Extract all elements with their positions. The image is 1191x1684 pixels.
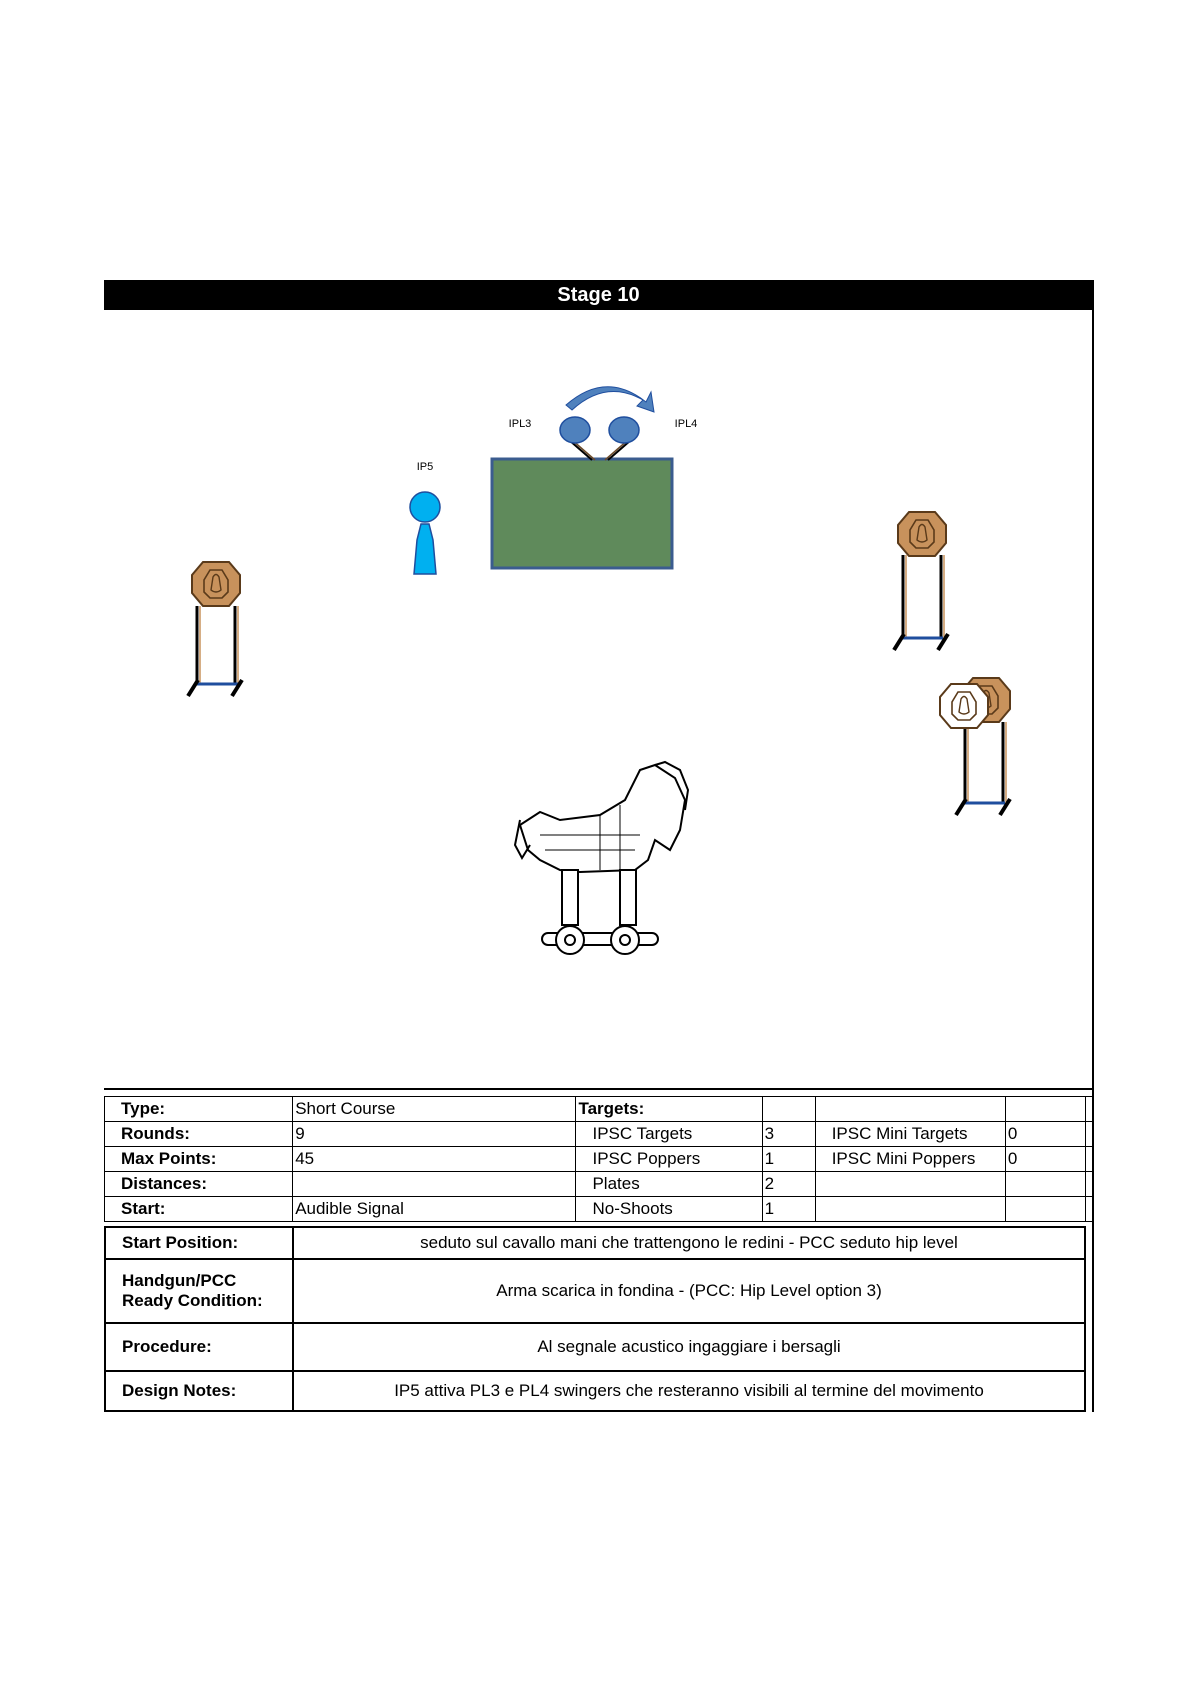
table-row <box>105 1197 1094 1222</box>
target-count: 0 <box>1005 1147 1085 1172</box>
target-count: 3 <box>762 1122 815 1147</box>
start-position-label: Start Position: <box>105 1227 293 1259</box>
procedure-label: Procedure: <box>105 1323 293 1371</box>
target-type: No-Shoots <box>576 1197 762 1222</box>
targets-label: Targets: <box>576 1097 762 1122</box>
wall-icon <box>492 459 672 568</box>
stage-info-table <box>104 1096 1094 1222</box>
target-type: Plates <box>576 1172 762 1197</box>
table-row <box>105 1371 1085 1411</box>
rounds-label: Rounds: <box>105 1122 293 1147</box>
trojan-horse-icon <box>515 762 688 954</box>
ip5-label: IP5 <box>416 461 434 473</box>
target-count: 1 <box>762 1147 815 1172</box>
table-row <box>105 1097 1094 1122</box>
start-label: Start: <box>105 1197 293 1222</box>
plate-icon <box>560 417 595 460</box>
type-label: Type: <box>105 1097 293 1122</box>
popper-icon <box>410 492 440 574</box>
design-notes-value: IP5 attiva PL3 e PL4 swingers che resteranno visibili al termine del movimento <box>293 1371 1085 1411</box>
target-type: IPSC Targets <box>576 1122 762 1147</box>
rounds-value: 9 <box>293 1122 576 1147</box>
target-count <box>1005 1197 1085 1222</box>
type-value: Short Course <box>293 1097 576 1122</box>
rotation-arrow-icon <box>566 387 654 412</box>
table-row <box>105 1323 1085 1371</box>
table-top-rule-2 <box>574 1088 1092 1093</box>
table-row <box>105 1259 1085 1323</box>
start-value: Audible Signal <box>293 1197 576 1222</box>
design-notes-label: Design Notes: <box>105 1371 293 1411</box>
ipl4-label: IPL4 <box>674 418 698 430</box>
table-row <box>105 1172 1094 1197</box>
ipsc-target-icon <box>188 562 242 696</box>
distances-value <box>293 1172 576 1197</box>
stage-title: Stage 10 <box>104 280 1093 310</box>
target-type <box>815 1197 1005 1222</box>
target-type: IPSC Mini Targets <box>815 1122 1005 1147</box>
target-type: IPSC Mini Poppers <box>815 1147 1005 1172</box>
target-count: 0 <box>1005 1122 1085 1147</box>
table-row <box>105 1122 1094 1147</box>
table-row <box>105 1227 1085 1259</box>
table-row <box>105 1147 1094 1172</box>
ready-condition-label: Handgun/PCC Ready Condition: <box>105 1259 293 1323</box>
target-count <box>1005 1172 1085 1197</box>
target-type <box>815 1172 1005 1197</box>
ipl3-label: IPL3 <box>508 418 532 430</box>
distances-label: Distances: <box>105 1172 293 1197</box>
stage-details-table <box>104 1226 1086 1412</box>
target-count: 2 <box>762 1172 815 1197</box>
no-shoot-icon <box>940 684 988 728</box>
procedure-value: Al segnale acustico ingaggiare i bersagli <box>293 1323 1085 1371</box>
max-points-value: 45 <box>293 1147 576 1172</box>
ready-condition-value: Arma scarica in fondina - (PCC: Hip Level option 3) <box>293 1259 1085 1323</box>
max-points-label: Max Points: <box>105 1147 293 1172</box>
target-count: 1 <box>762 1197 815 1222</box>
plate-icon <box>605 417 639 460</box>
start-position-value: seduto sul cavallo mani che trattengono le redini - PCC seduto hip level <box>293 1227 1085 1259</box>
ipsc-target-icon <box>894 512 948 650</box>
target-type: IPSC Poppers <box>576 1147 762 1172</box>
